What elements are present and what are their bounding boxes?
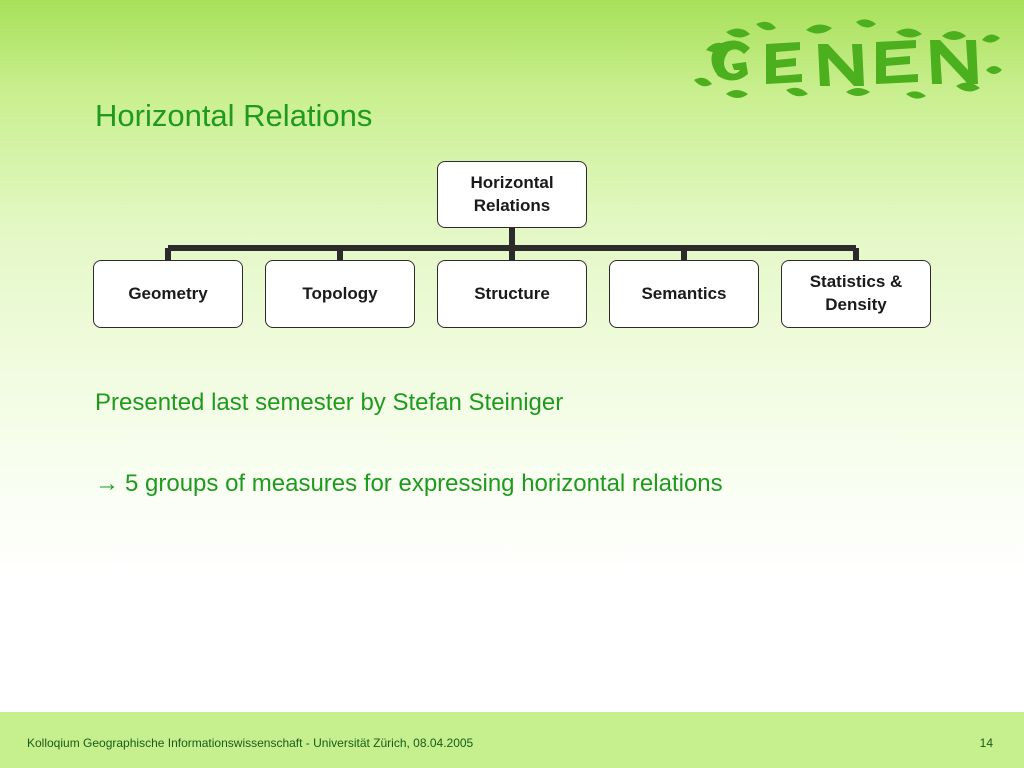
child-node-topology: Topology — [265, 260, 415, 328]
child-node-semantics: Semantics — [609, 260, 759, 328]
right-arrow-icon: → — [95, 470, 119, 497]
child-node-geometry: Geometry — [93, 260, 243, 328]
child-node-statistics-density: Statistics & Density — [781, 260, 931, 328]
root-node-horizontal-relations: Horizontal Relations — [437, 161, 587, 228]
child-node-structure: Structure — [437, 260, 587, 328]
footer-text: Kolloqium Geographische Informationswissenschaft - Universität Zürich, 08.04.2005 — [27, 736, 474, 750]
body-text-presented: Presented last semester by Stefan Steiniger — [95, 389, 564, 416]
body-text-groups — [95, 470, 723, 498]
slide-title: Horizontal Relations — [95, 98, 373, 133]
page-number: 14 — [979, 736, 993, 750]
body-text-groups-label: 5 groups of measures for expressing horizontal relations — [125, 470, 723, 497]
